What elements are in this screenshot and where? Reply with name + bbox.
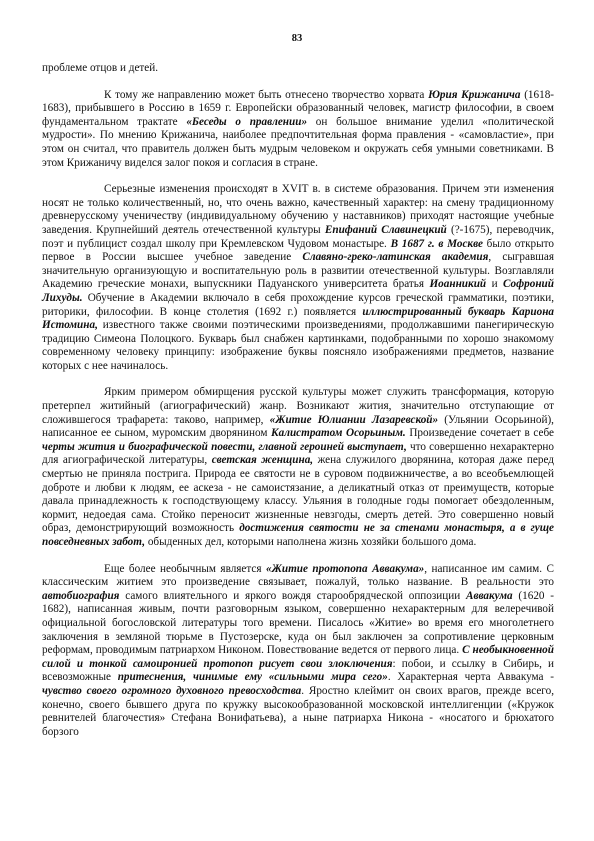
body-text: он большое внимание уделил «политической мудрости». По мнению Крижанича, наиболее предпочтительная форма правления - «самовластие», при этом он считал, что правитель должен быть мудрым человеком и окружать себя умными советниками. В этом Крижаничу виделся залог покоя и согласия в стране. bbox=[42, 115, 554, 169]
body-text: было открыто первое в России высшее учебное заведение bbox=[42, 237, 554, 264]
body-text: Еще более необычным является bbox=[104, 562, 266, 575]
body-text: самого влиятельного и яркого вождя старообрядческой оппозиции bbox=[119, 589, 467, 602]
body-text: Ярким примером обмирщения русской культуры может служить трансформация, которую претерпел житийный (агиографический) жанр. Возникают жития, значительно отступающие от сложившегося трафарета: таково, например, bbox=[42, 386, 554, 426]
body-text: проблеме отцов и детей. bbox=[42, 62, 159, 74]
emphasized-text: С необыкновенной силой и тонкой самоиронией протопоп рисует свои злоключения bbox=[42, 644, 554, 670]
emphasized-text: автобиография bbox=[42, 589, 120, 602]
emphasized-text: Софроний Лихуды. bbox=[42, 278, 554, 304]
body-text: К тому же направлению может быть отнесено творчество хорвата bbox=[104, 88, 429, 101]
body-text: что совершенно нехарактерно для агиографической литературы, bbox=[42, 440, 554, 467]
emphasized-text: «Беседы о правлении» bbox=[186, 115, 308, 128]
emphasized-text: «Житие Юлиании Лазаревской» bbox=[269, 413, 439, 426]
emphasized-text: притеснения, чинимые ему «сильными мира сего» bbox=[117, 671, 388, 684]
body-text: . Яростно клеймит он своих врагов, прежде всего, конечно, своего бывшего друга по кружку высокообразованной московской интеллигенции («Кружок ревнителей благочестия» Стефана Вонифатьева), а ныне патриарха Никона - «носатого и брюхатого борзого bbox=[42, 684, 554, 738]
body-text: . Характерная черта Аввакума - bbox=[387, 671, 554, 684]
body-text: (1618-1683), прибывшего в Россию в 1659 г. Европейски образованный человек, магистр философии, в своем фундаментальном трактате bbox=[42, 88, 555, 128]
emphasized-text: Епифаний Славинецкий bbox=[324, 223, 447, 236]
paragraph bbox=[42, 89, 554, 171]
paragraph bbox=[42, 183, 554, 373]
emphasized-text: Аввакума bbox=[466, 589, 513, 602]
body-text: , сыгравшая значительную организующую и воспитательную роль в развитии отечественной культуры. Возглавляли Академию греческие монахи, выпускники Падуанского университета братья bbox=[42, 251, 554, 291]
emphasized-text: иллюстрированный букварь Кариона Истомина, bbox=[42, 305, 554, 332]
body-text: известного также своими поэтическими произведениями, продолжавшими панегирическую традицию Симеона Полоцкого. Букварь был снабжен картинками, подобранными по хорошо знакомому современному человеку принципу: изображение буквы поясняло изображениями предметов, название которых с нее начиналось. bbox=[42, 319, 554, 372]
emphasized-text: «Житие протопопа Аввакума» bbox=[266, 562, 425, 575]
body-text: (?-1675), переводчик, поэт и публицист создал школу при Кремлевском Чудовом монастыре. bbox=[42, 223, 555, 250]
body-text: Обучение в Академии включало в себя прохождение курсов греческой грамматики, поэтики, риторики, философии. В конце столетия (1692 г.) появляется bbox=[42, 291, 554, 318]
emphasized-text: достижения святости не за стенами монастыря, а в гуще повседневных забот, bbox=[42, 522, 554, 548]
body-text: , написанное им самим. С классическим житием это произведение связывает, пожалуй, только название. В реальности это bbox=[42, 562, 554, 589]
body-text: Серьезные изменения происходят в XVIT в. в системе образования. Причем эти изменения носят не только количественный, но, что очень важно, качественный характер: на смену традиционному древнерусскому ученичеству (индивидуальному обучению у наставников) приходят настоящие учебные заведения. Крупнейший деятель отечественной культуры bbox=[42, 183, 554, 236]
body-text: (1620 - 1682), написанная живым, почти разговорным языком, совершенно нехарактерным для велеречивой официальной богословской литературы того времени. Писалось «Житие» во время его многолетнего заключения в земляной тюрьме в Пустозерске, куда он был заключен за сопротивление церковным реформам, проводимым патриархом Никоном. Повествование ведется от первого лица. bbox=[42, 589, 555, 657]
body-text: и bbox=[486, 278, 504, 291]
body-text: Произведение сочетает в себе bbox=[405, 427, 555, 440]
emphasized-text: чувство своего огромного духовного превосходства bbox=[42, 684, 302, 697]
page-number: 83 bbox=[291, 33, 303, 44]
body-text: обыденных дел, которыми наполнена жизнь хозяйки большого дома. bbox=[145, 536, 477, 548]
emphasized-text: черты жития и биографической повести, главной героиней выступает, bbox=[42, 440, 407, 453]
emphasized-text: В 1687 г. в Москве bbox=[390, 237, 483, 250]
body-text: (Ульянии Осорьиной), написанное ее сыном, муромским дворянином bbox=[42, 413, 554, 440]
emphasized-text: Иоанникий bbox=[429, 278, 487, 291]
paragraph bbox=[42, 62, 554, 76]
body-text: жена служилого дворянина, которая даже перед смертью не приняла пострига. Природа ее святости не в суровом подвижничестве, а во всеобъемлющей доброте и любви к людям, ее аскеза - не самоистязание, а деликатный отказ от преимуществ, которые давала принадлежность к господствующему классу. Ульяния в голодные годы помогает обездоленным, кормит, недоедая сама. Стойко переносит жизненные невзгоды, смерть детей. Это совершенно новый образ, демонстрирующий возможность bbox=[42, 454, 554, 535]
body-text: : побои, и ссылку в Сибирь, и всевозможные bbox=[42, 657, 555, 684]
emphasized-text: светская женщина, bbox=[211, 454, 314, 467]
paragraph bbox=[42, 563, 554, 740]
paragraph bbox=[42, 386, 554, 549]
emphasized-text: Славяно-греко-латинская академия bbox=[302, 251, 489, 264]
emphasized-text: Калистратом Осорьиным. bbox=[271, 427, 406, 440]
emphasized-text: Юрия Крижанича bbox=[428, 88, 521, 101]
page-body bbox=[42, 62, 554, 739]
